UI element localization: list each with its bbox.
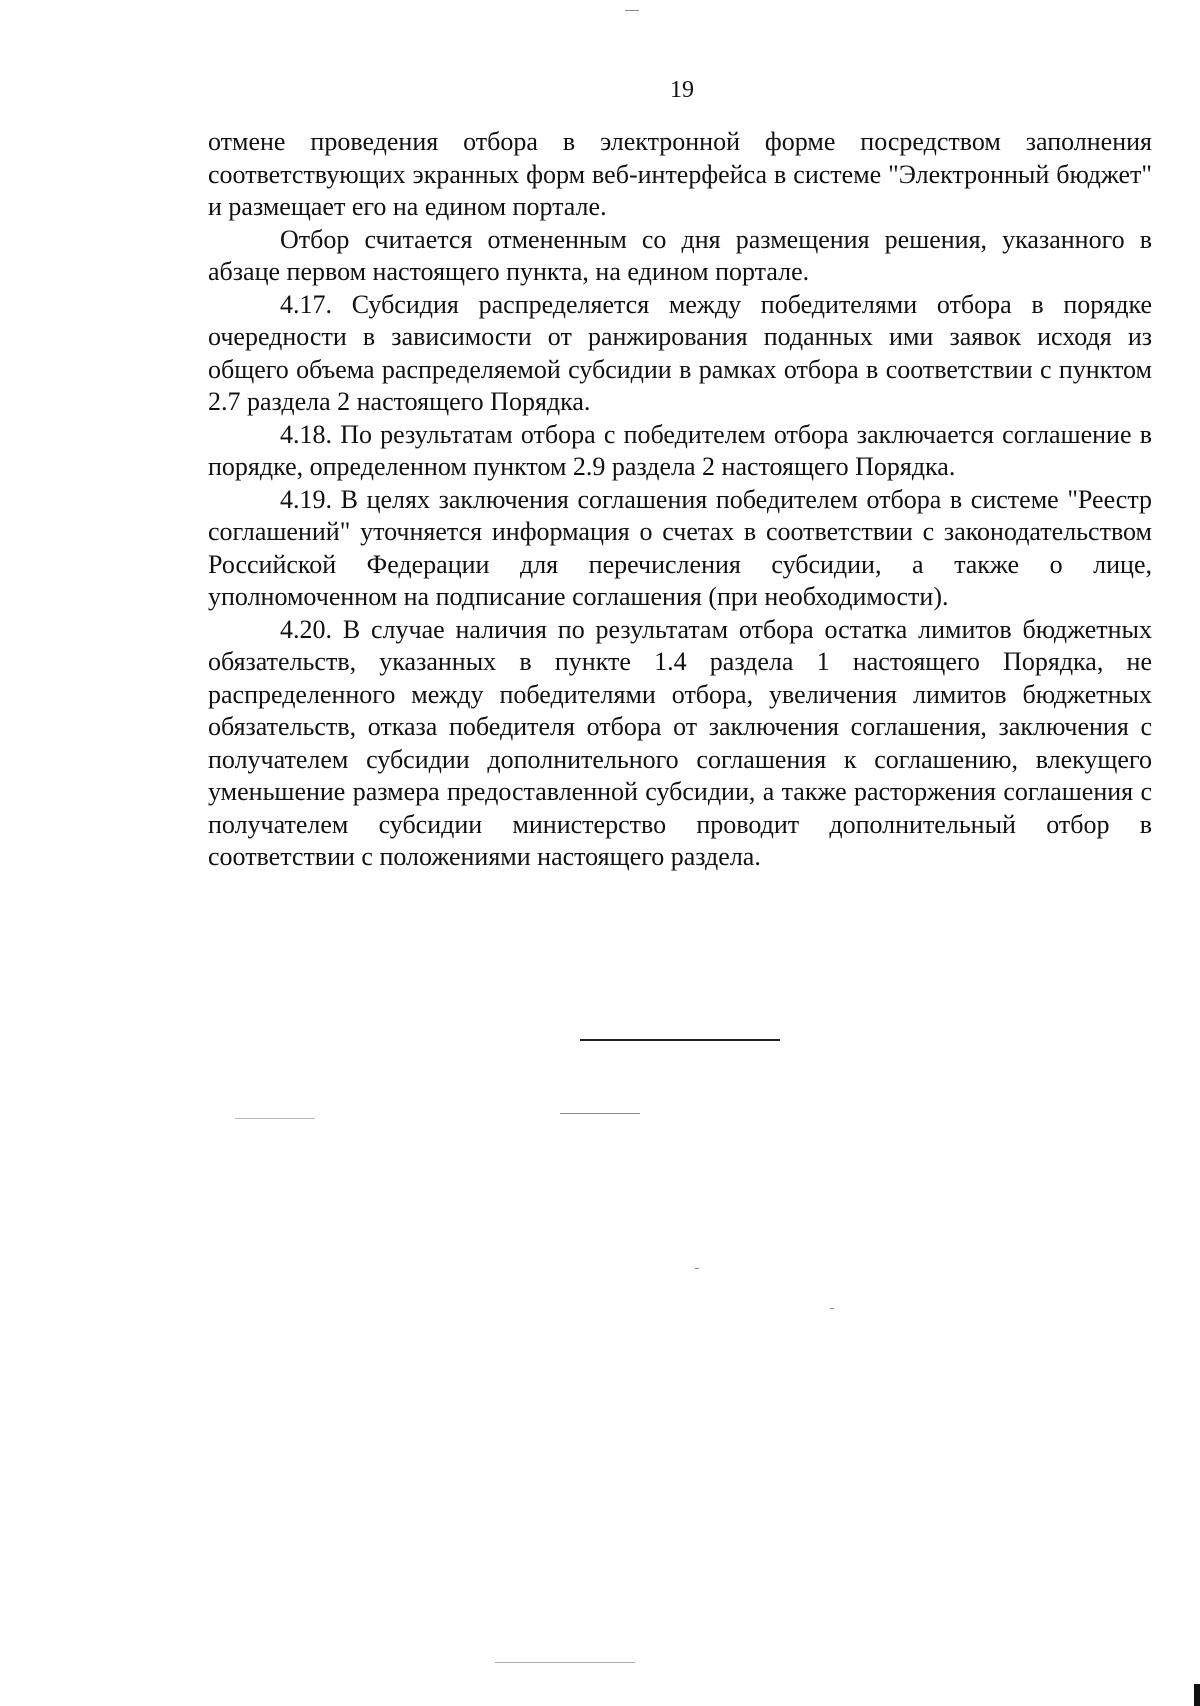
paragraph-4-20: 4.20. В случае наличия по результатам отбора остатка лимитов бюджетных обязательств, указанных в пункте 1.4 раздела 1 настоящего Порядка, не распределенного между победителями отбора, увеличения лимитов бюджетных обязательств, отказа победителя отбора от заключения соглашения, заключения с получателем субсидии дополнительного соглашения к соглашению, влекущего уменьшение размера предоставленной субсидии, а также расторжения соглашения с получателем субсидии министерство проводит дополнительный отбор в соответствии с положениями настоящего раздела.	[208, 614, 1152, 871]
paragraph-selection-cancelled: Отбор считается отмененным со дня размещения решения, указанного в абзаце первом настоящего пункта, на едином портале.	[208, 224, 1152, 286]
paragraph-4-18: 4.18. По результатам отбора с победителем отбора заключается соглашение в порядке, определенном пунктом 2.9 раздела 2 настоящего Порядка.	[208, 419, 1152, 481]
paragraph-4-17: 4.17. Субсидия распределяется между победителями отбора в порядке очередности в зависимости от ранжирования поданных ими заявок исходя из общего объема распределяемой субсидии в рамках отбора в соответствии с пунктом 2.7 раздела 2 настоящего Порядка.	[208, 289, 1152, 416]
scan-speck	[560, 1113, 640, 1114]
scan-edge-mark	[1194, 1684, 1200, 1706]
scan-speck	[625, 10, 639, 11]
paragraph-continuation: отмене проведения отбора в электронной форме посредством заполнения соответствующих экранных форм веб-интерфейса в системе "Электронный бюджет" и размещает его на едином портале.	[208, 127, 1152, 221]
end-of-text-rule	[580, 1039, 780, 1041]
scan-speck	[695, 1268, 699, 1269]
scan-speck	[830, 1308, 834, 1309]
scan-speck	[495, 1662, 635, 1663]
page-number: 19	[670, 77, 694, 103]
paragraph-4-19: 4.19. В целях заключения соглашения победителем отбора в системе "Реестр соглашений" уточняется информация о счетах в соответствии с законодательством Российской Федерации для перечисления субсидии, а также о лице, уполномоченном на подписание соглашения (при необходимости).	[208, 484, 1152, 611]
document-body	[208, 126, 1152, 874]
scan-speck	[235, 1118, 315, 1119]
